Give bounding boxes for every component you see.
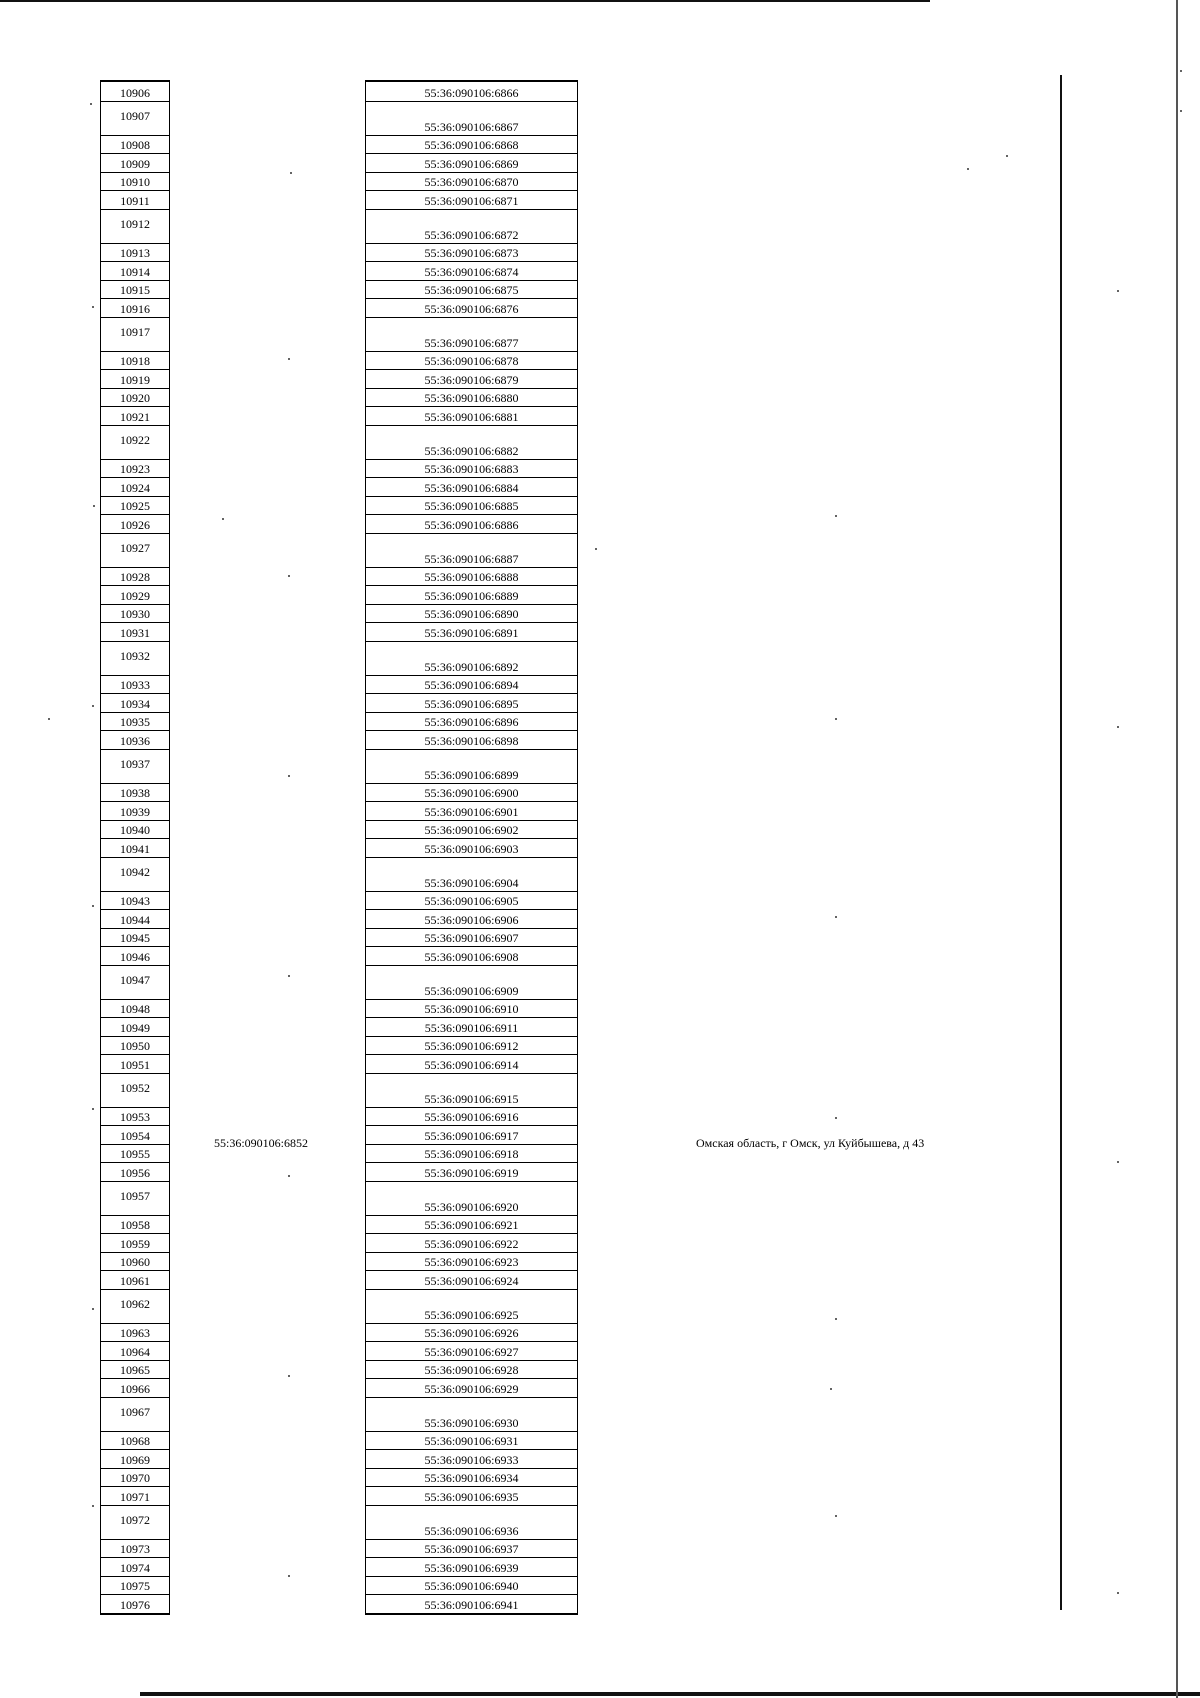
cadastral-number-cell: 55:36:090106:6907 bbox=[366, 928, 577, 947]
cadastral-number-cell: 55:36:090106:6876 bbox=[366, 298, 577, 317]
row-number-cell: 10951 bbox=[101, 1054, 169, 1073]
row-number-cell: 10976 bbox=[101, 1594, 169, 1613]
scan-speck bbox=[288, 775, 290, 777]
row-number-cell: 10909 bbox=[101, 153, 169, 172]
row-number-cell: 10952 bbox=[101, 1073, 169, 1107]
row-number-cell: 10963 bbox=[101, 1323, 169, 1342]
row-number-cell: 10921 bbox=[101, 406, 169, 425]
scan-speck bbox=[92, 1308, 94, 1310]
cadastral-number-cell: 55:36:090106:6906 bbox=[366, 909, 577, 928]
row-number-cell: 10940 bbox=[101, 820, 169, 839]
scan-speck bbox=[93, 505, 95, 507]
row-number-cell: 10926 bbox=[101, 514, 169, 533]
cadastral-number-cell: 55:36:090106:6881 bbox=[366, 406, 577, 425]
cadastral-number-cell: 55:36:090106:6886 bbox=[366, 514, 577, 533]
scan-top-edge bbox=[0, 0, 930, 2]
row-number-cell: 10948 bbox=[101, 999, 169, 1018]
scan-speck bbox=[288, 358, 290, 360]
cadastral-number-cell: 55:36:090106:6935 bbox=[366, 1486, 577, 1505]
scan-speck bbox=[92, 1505, 94, 1507]
scan-speck bbox=[288, 575, 290, 577]
cadastral-number-cell: 55:36:090106:6921 bbox=[366, 1215, 577, 1234]
scan-speck bbox=[288, 1175, 290, 1177]
cadastral-number-cell: 55:36:090106:6888 bbox=[366, 567, 577, 586]
scan-speck bbox=[1117, 1161, 1119, 1163]
cadastral-number-cell: 55:36:090106:6877 bbox=[366, 317, 577, 351]
row-number-cell: 10960 bbox=[101, 1252, 169, 1271]
row-number-cell: 10916 bbox=[101, 298, 169, 317]
cadastral-number-cell: 55:36:090106:6928 bbox=[366, 1360, 577, 1379]
scan-speck bbox=[222, 518, 224, 520]
scan-speck bbox=[92, 905, 94, 907]
scan-speck bbox=[835, 1117, 837, 1119]
cadastral-number-cell: 55:36:090106:6880 bbox=[366, 388, 577, 407]
cadastral-number-cell: 55:36:090106:6874 bbox=[366, 261, 577, 280]
cadastral-number-cell: 55:36:090106:6930 bbox=[366, 1397, 577, 1431]
row-number-cell: 10927 bbox=[101, 533, 169, 567]
row-number-cell: 10973 bbox=[101, 1539, 169, 1558]
row-number-cell: 10955 bbox=[101, 1144, 169, 1163]
cadastral-number-cell: 55:36:090106:6908 bbox=[366, 946, 577, 965]
row-number-cell: 10961 bbox=[101, 1270, 169, 1289]
row-number-cell: 10924 bbox=[101, 477, 169, 496]
scan-speck bbox=[290, 172, 292, 174]
row-number-cell: 10967 bbox=[101, 1397, 169, 1431]
scan-speck bbox=[90, 103, 92, 105]
row-number-cell: 10930 bbox=[101, 604, 169, 623]
cadastral-number-cell: 55:36:090106:6890 bbox=[366, 604, 577, 623]
row-number-cell: 10942 bbox=[101, 857, 169, 891]
scan-speck bbox=[830, 1388, 832, 1390]
row-number-cell: 10937 bbox=[101, 749, 169, 783]
row-number-cell: 10941 bbox=[101, 838, 169, 857]
row-number-cell: 10962 bbox=[101, 1289, 169, 1323]
cadastral-number-cell: 55:36:090106:6911 bbox=[366, 1017, 577, 1036]
row-number-cell: 10923 bbox=[101, 459, 169, 478]
cadastral-number-cell: 55:36:090106:6925 bbox=[366, 1289, 577, 1323]
cadastral-number-cell: 55:36:090106:6884 bbox=[366, 477, 577, 496]
cadastral-number-cell: 55:36:090106:6894 bbox=[366, 675, 577, 694]
cadastral-number-cell: 55:36:090106:6923 bbox=[366, 1252, 577, 1271]
row-number-cell: 10974 bbox=[101, 1557, 169, 1576]
cadastral-number-cell: 55:36:090106:6926 bbox=[366, 1323, 577, 1342]
row-number-cell: 10957 bbox=[101, 1181, 169, 1215]
row-number-cell: 10915 bbox=[101, 280, 169, 299]
cadastral-number-cell: 55:36:090106:6891 bbox=[366, 622, 577, 641]
scan-speck bbox=[92, 306, 94, 308]
scan-speck bbox=[835, 1318, 837, 1320]
cadastral-number-cell: 55:36:090106:6889 bbox=[366, 585, 577, 604]
cadastral-number-cell: 55:36:090106:6871 bbox=[366, 190, 577, 209]
cadastral-number-cell: 55:36:090106:6883 bbox=[366, 459, 577, 478]
row-number-cell: 10947 bbox=[101, 965, 169, 999]
cadastral-number-cell: 55:36:090106:6875 bbox=[366, 280, 577, 299]
row-number-cell: 10907 bbox=[101, 101, 169, 135]
cadastral-number-cell: 55:36:090106:6918 bbox=[366, 1144, 577, 1163]
row-number-cell: 10912 bbox=[101, 209, 169, 243]
cadastral-number-cell: 55:36:090106:6872 bbox=[366, 209, 577, 243]
row-number-cell: 10913 bbox=[101, 243, 169, 262]
row-number-cell: 10922 bbox=[101, 425, 169, 459]
row-number-cell: 10972 bbox=[101, 1505, 169, 1539]
row-number-cell: 10943 bbox=[101, 891, 169, 910]
cadastral-number-cell: 55:36:090106:6882 bbox=[366, 425, 577, 459]
cadastral-number-cell: 55:36:090106:6909 bbox=[366, 965, 577, 999]
scan-speck bbox=[92, 1108, 94, 1110]
cadastral-number-cell: 55:36:090106:6878 bbox=[366, 351, 577, 370]
cadastral-number-cell: 55:36:090106:6916 bbox=[366, 1107, 577, 1126]
cadastral-number-cell: 55:36:090106:6927 bbox=[366, 1341, 577, 1360]
row-number-cell: 10910 bbox=[101, 172, 169, 191]
scan-speck bbox=[92, 705, 94, 707]
row-number-cell: 10975 bbox=[101, 1576, 169, 1595]
scan-bottom-edge bbox=[140, 1692, 1200, 1696]
table-right-rule bbox=[1060, 75, 1062, 1610]
row-number-cell: 10965 bbox=[101, 1360, 169, 1379]
cadastral-number-cell: 55:36:090106:6902 bbox=[366, 820, 577, 839]
cadastral-number-cell: 55:36:090106:6869 bbox=[366, 153, 577, 172]
cadastral-number-cell: 55:36:090106:6867 bbox=[366, 101, 577, 135]
row-number-cell: 10928 bbox=[101, 567, 169, 586]
scan-speck bbox=[967, 168, 969, 170]
scan-speck bbox=[835, 916, 837, 918]
cadastral-number-cell: 55:36:090106:6870 bbox=[366, 172, 577, 191]
scan-speck bbox=[835, 515, 837, 517]
property-address: Омская область, г Омск, ул Куйбышева, д 43 bbox=[696, 1136, 925, 1150]
cadastral-number-cell: 55:36:090106:6931 bbox=[366, 1431, 577, 1450]
cadastral-number-cell: 55:36:090106:6915 bbox=[366, 1073, 577, 1107]
row-number-cell: 10958 bbox=[101, 1215, 169, 1234]
row-number-cell: 10929 bbox=[101, 585, 169, 604]
cadastral-number-cell: 55:36:090106:6910 bbox=[366, 999, 577, 1018]
row-number-cell: 10968 bbox=[101, 1431, 169, 1450]
row-number-cell: 10945 bbox=[101, 928, 169, 947]
row-number-cell: 10949 bbox=[101, 1017, 169, 1036]
row-number-cell: 10953 bbox=[101, 1107, 169, 1126]
row-number-cell: 10969 bbox=[101, 1449, 169, 1468]
cadastral-number-cell: 55:36:090106:6936 bbox=[366, 1505, 577, 1539]
cadastral-number-cell: 55:36:090106:6929 bbox=[366, 1378, 577, 1397]
row-number-cell: 10931 bbox=[101, 622, 169, 641]
cadastral-number-column bbox=[365, 80, 578, 1615]
row-number-cell: 10936 bbox=[101, 730, 169, 749]
scan-speck bbox=[1117, 1592, 1119, 1594]
cadastral-number-cell: 55:36:090106:6873 bbox=[366, 243, 577, 262]
cadastral-number-cell: 55:36:090106:6934 bbox=[366, 1468, 577, 1487]
row-number-cell: 10914 bbox=[101, 261, 169, 280]
cadastral-number-cell: 55:36:090106:6912 bbox=[366, 1036, 577, 1055]
row-number-cell: 10933 bbox=[101, 675, 169, 694]
row-number-cell: 10911 bbox=[101, 190, 169, 209]
cadastral-number-cell: 55:36:090106:6933 bbox=[366, 1449, 577, 1468]
scan-speck bbox=[288, 1575, 290, 1577]
cadastral-number-cell: 55:36:090106:6937 bbox=[366, 1539, 577, 1558]
row-number-cell: 10908 bbox=[101, 135, 169, 154]
row-number-cell: 10925 bbox=[101, 496, 169, 515]
row-number-cell: 10920 bbox=[101, 388, 169, 407]
row-number-cell: 10932 bbox=[101, 641, 169, 675]
scan-speck bbox=[1117, 290, 1119, 292]
cadastral-number-cell: 55:36:090106:6920 bbox=[366, 1181, 577, 1215]
row-number-cell: 10946 bbox=[101, 946, 169, 965]
row-number-cell: 10964 bbox=[101, 1341, 169, 1360]
row-number-cell: 10959 bbox=[101, 1233, 169, 1252]
row-number-cell: 10919 bbox=[101, 369, 169, 388]
cadastral-number-cell: 55:36:090106:6879 bbox=[366, 369, 577, 388]
scan-speck bbox=[835, 718, 837, 720]
cadastral-number-cell: 55:36:090106:6899 bbox=[366, 749, 577, 783]
cadastral-number-cell: 55:36:090106:6940 bbox=[366, 1576, 577, 1595]
cadastral-number-cell: 55:36:090106:6892 bbox=[366, 641, 577, 675]
scan-speck bbox=[595, 548, 597, 550]
row-number-cell: 10954 bbox=[101, 1125, 169, 1144]
row-number-column bbox=[100, 80, 170, 1615]
row-number-cell: 10917 bbox=[101, 317, 169, 351]
row-number-cell: 10939 bbox=[101, 801, 169, 820]
parent-cadastral-number: 55:36:090106:6852 bbox=[214, 1136, 309, 1150]
cadastral-number-cell: 55:36:090106:6922 bbox=[366, 1233, 577, 1252]
cadastral-number-cell: 55:36:090106:6885 bbox=[366, 496, 577, 515]
scan-speck bbox=[1180, 70, 1182, 72]
cadastral-number-cell: 55:36:090106:6904 bbox=[366, 857, 577, 891]
row-number-cell: 10971 bbox=[101, 1486, 169, 1505]
cadastral-number-cell: 55:36:090106:6898 bbox=[366, 730, 577, 749]
cadastral-number-cell: 55:36:090106:6924 bbox=[366, 1270, 577, 1289]
cadastral-number-cell: 55:36:090106:6866 bbox=[424, 85, 519, 100]
row-number-cell: 10944 bbox=[101, 909, 169, 928]
cadastral-number-cell: 55:36:090106:6941 bbox=[366, 1594, 577, 1613]
cadastral-number-cell: 55:36:090106:6868 bbox=[366, 135, 577, 154]
scan-speck bbox=[288, 1375, 290, 1377]
cadastral-number-cell: 55:36:090106:6939 bbox=[366, 1557, 577, 1576]
cadastral-number-cell: 55:36:090106:6900 bbox=[366, 783, 577, 802]
row-number-cell: 10966 bbox=[101, 1378, 169, 1397]
cadastral-number-cell: 55:36:090106:6895 bbox=[366, 693, 577, 712]
cadastral-number-cell: 55:36:090106:6917 bbox=[366, 1125, 577, 1144]
scan-right-edge bbox=[1176, 0, 1178, 1698]
cadastral-number-cell: 55:36:090106:6896 bbox=[366, 712, 577, 731]
row-number-cell: 10935 bbox=[101, 712, 169, 731]
row-number-cell: 10938 bbox=[101, 783, 169, 802]
cadastral-number-cell: 55:36:090106:6903 bbox=[366, 838, 577, 857]
cadastral-number-cell: 55:36:090106:6919 bbox=[366, 1162, 577, 1181]
cadastral-number-cell: 55:36:090106:6887 bbox=[366, 533, 577, 567]
row-number-cell: 10956 bbox=[101, 1162, 169, 1181]
scan-speck bbox=[48, 718, 50, 720]
scan-speck bbox=[1117, 726, 1119, 728]
cadastral-number-cell: 55:36:090106:6901 bbox=[366, 801, 577, 820]
cadastral-number-cell: 55:36:090106:6914 bbox=[366, 1054, 577, 1073]
scan-speck bbox=[1006, 155, 1008, 157]
row-number-cell: 10918 bbox=[101, 351, 169, 370]
row-number-cell: 10950 bbox=[101, 1036, 169, 1055]
scan-speck bbox=[835, 1515, 837, 1517]
cadastral-number-cell: 55:36:090106:6905 bbox=[366, 891, 577, 910]
row-number-cell: 10934 bbox=[101, 693, 169, 712]
scan-speck bbox=[1180, 110, 1182, 112]
row-number-cell: 10970 bbox=[101, 1468, 169, 1487]
row-number-cell: 10906 bbox=[120, 85, 150, 100]
scan-speck bbox=[288, 975, 290, 977]
